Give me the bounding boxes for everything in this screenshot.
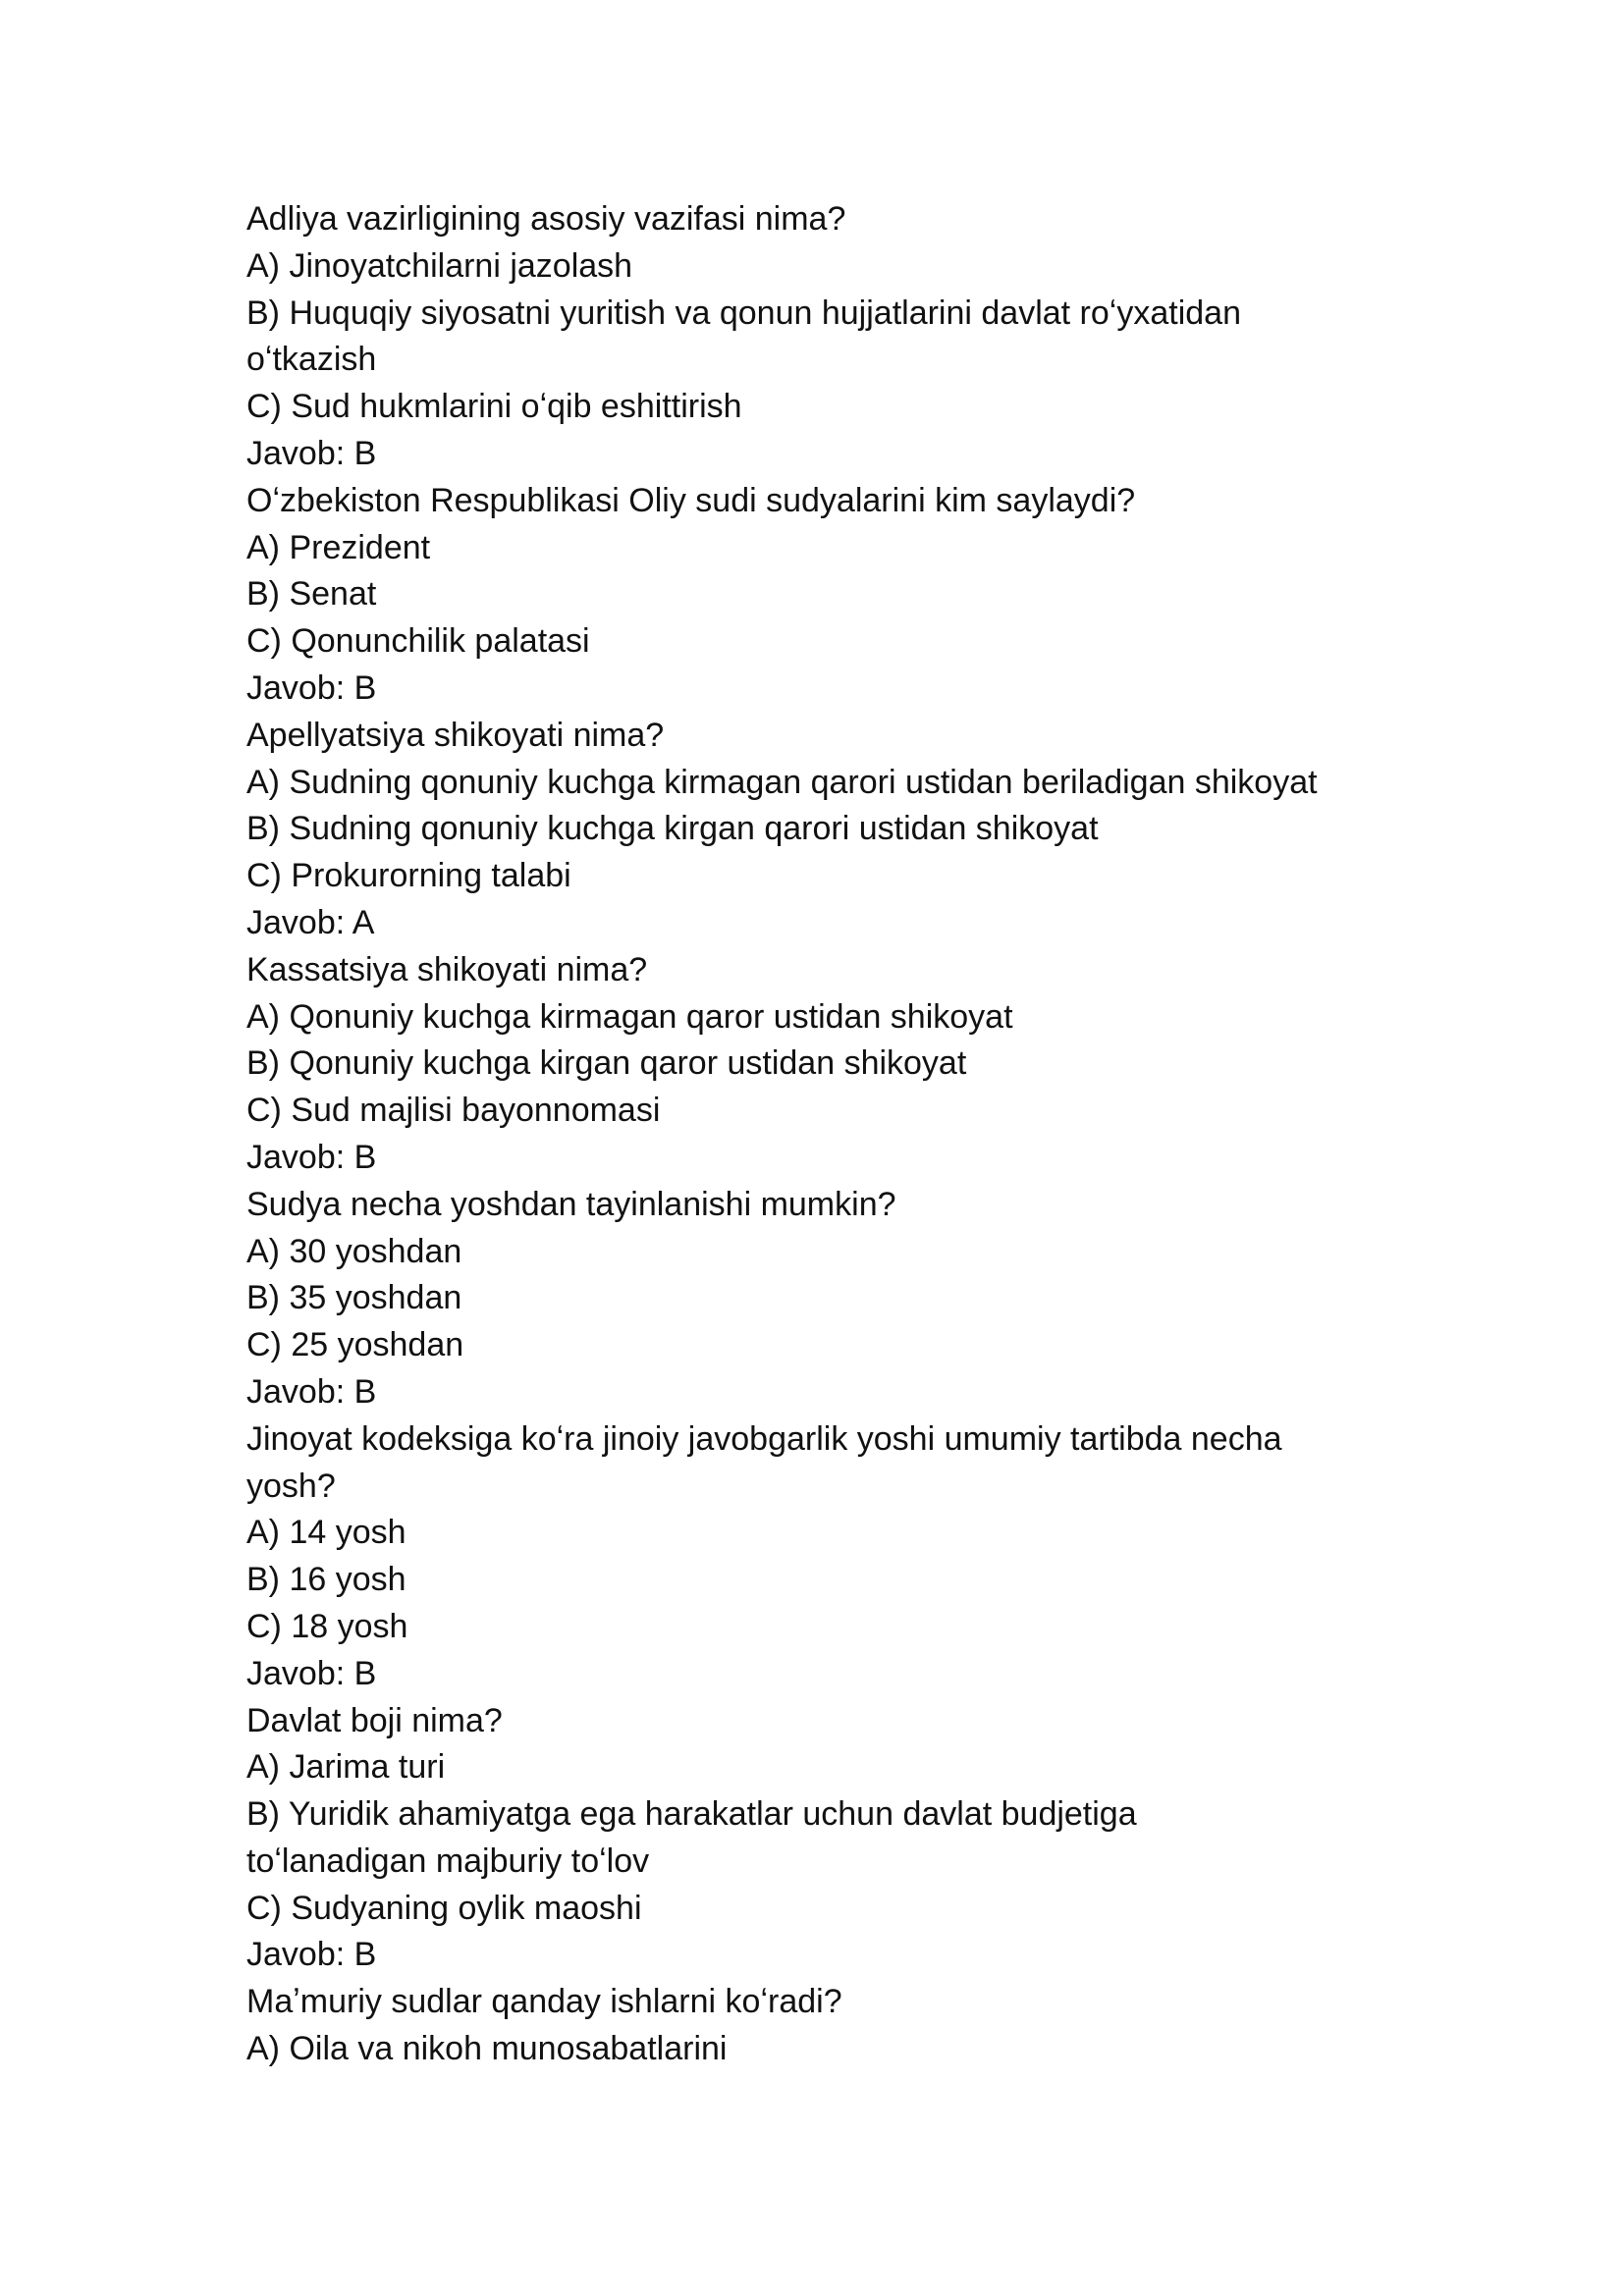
question-6: Jinoyat kodeksiga koʻra jinoiy javobgarlik yoshi umumiy tartibda necha [246, 1419, 1282, 1458]
question-6-answer: Javob: B [246, 1654, 377, 1692]
question-7-option-c: C) Sudyaning oylik maoshi [246, 1889, 642, 1927]
question-5-option-a: A) 30 yoshdan [246, 1232, 462, 1270]
question-2-option-b: B) Senat [246, 575, 377, 614]
question-3-option-b: B) Sudning qonuniy kuchga kirgan qarori ustidan shikoyat [246, 810, 1099, 848]
question-4: Kassatsiya shikoyati nima? [246, 950, 648, 988]
question-8: Maʼmuriy sudlar qanday ishlarni koʻradi? [246, 1983, 842, 2021]
question-6-option-b: B) 16 yosh [246, 1561, 406, 1599]
question-1-option-c: C) Sud hukmlarini oʻqib eshittirish [246, 388, 742, 426]
question-6-option-c: C) 18 yosh [246, 1607, 408, 1645]
question-6-continued: yosh? [246, 1467, 336, 1505]
question-2: Oʻzbekiston Respublikasi Oliy sudi sudyalarini kim saylaydi? [246, 481, 1136, 519]
question-3-option-c: C) Prokurorning talabi [246, 857, 571, 895]
question-7: Davlat boji nima? [246, 1701, 503, 1739]
question-6-option-a: A) 14 yosh [246, 1514, 406, 1552]
question-5: Sudya necha yoshdan tayinlanishi mumkin? [246, 1185, 896, 1223]
question-3-answer: Javob: A [246, 903, 375, 941]
question-7-option-b: B) Yuridik ahamiyatga ega harakatlar uchun davlat budjetiga [246, 1795, 1137, 1834]
question-1-answer: Javob: B [246, 434, 377, 472]
question-7-answer: Javob: B [246, 1936, 377, 1974]
question-4-option-c: C) Sud majlisi bayonnomasi [246, 1092, 661, 1130]
question-1: Adliya vazirligining asosiy vazifasi nima? [246, 200, 846, 238]
question-4-option-b: B) Qonuniy kuchga kirgan qaror ustidan shikoyat [246, 1044, 967, 1083]
question-7-option-a: A) Jarima turi [246, 1748, 446, 1787]
question-1-option-a: A) Jinoyatchilarni jazolash [246, 246, 633, 285]
question-2-answer: Javob: B [246, 668, 377, 707]
question-1-option-b-continued: oʻtkazish [246, 341, 377, 379]
question-5-option-c: C) 25 yoshdan [246, 1326, 464, 1364]
question-4-option-a: A) Qonuniy kuchga kirmagan qaror ustidan shikoyat [246, 997, 1013, 1036]
question-list [246, 196, 1405, 2073]
question-1-option-b: B) Huquqiy siyosatni yuritish va qonun hujjatlarini davlat roʻyxatidan [246, 294, 1241, 332]
question-5-option-b: B) 35 yoshdan [246, 1279, 462, 1317]
question-2-option-a: A) Prezident [246, 528, 431, 566]
question-8-option-a: A) Oila va nikoh munosabatlarini [246, 2030, 728, 2068]
question-2-option-c: C) Qonunchilik palatasi [246, 622, 590, 661]
question-7-option-b-continued: toʻlanadigan majburiy toʻlov [246, 1842, 650, 1880]
question-5-answer: Javob: B [246, 1372, 377, 1411]
question-3-option-a: A) Sudning qonuniy kuchga kirmagan qarori ustidan beriladigan shikoyat [246, 763, 1318, 801]
question-3: Apellyatsiya shikoyati nima? [246, 716, 665, 754]
question-4-answer: Javob: B [246, 1138, 377, 1176]
